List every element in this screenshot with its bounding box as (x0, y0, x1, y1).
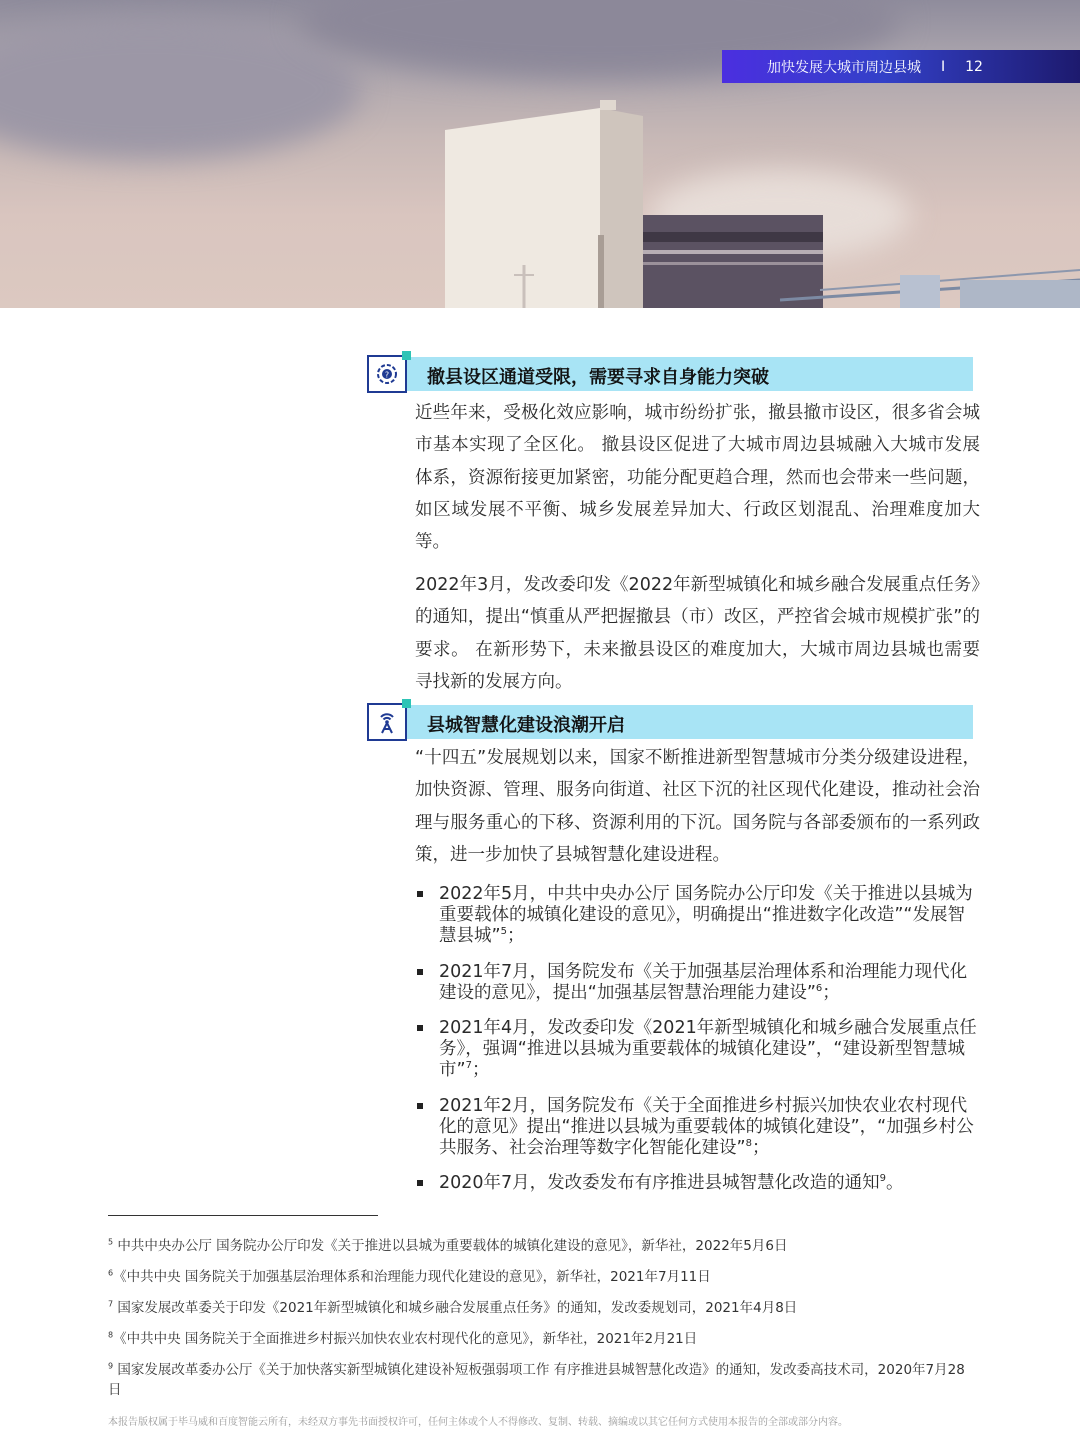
header-separator: I (941, 58, 946, 75)
footnote: $^7$ 国家发展改革委关于印发《2021年新型城镇化和城乡融合发展重点任务》的通知，发改委规划司，2021年4月8日 (108, 1299, 798, 1316)
list-item: 2022年5月，中共中央办公厅 国务院办公厅印发《关于推进以县城为重要载体的城镇化建设的意见》，明确提出“推进数字化改造”“发展智慧县城”$^5$； (415, 884, 980, 947)
copyright-disclaimer: 本报告版权属于毕马威和百度智能云所有，未经双方事先书面授权许可，任何主体或个人不得修改、复制、转载、摘编或以其它任何方式使用本报告的全部或部分内容。 (108, 1417, 848, 1428)
body-paragraph: 2022年3月，发改委印发《2022年新型城镇化和城乡融合发展重点任务》的通知，提出“慎重从严把握撤县（市）改区，严控省会城市规模扩张”的要求。 在新形势下，未来撤县设区的难度加大，大城市周边县城也需要寻找新的发展方向。 (415, 575, 980, 692)
list-item: 2021年2月，国务院发布《关于全面推进乡村振兴加快农业农村现代化的意见》提出“推进以县城为重要载体的城镇化建设”，“加强乡村公共服务、社会治理等数字化智能化建设”$^8$； (415, 1096, 980, 1159)
list-item: 2020年7月，发改委发布有序推进县城智慧化改造的通知$^9$。 (415, 1173, 980, 1194)
list-item: 2021年7月，国务院发布《关于加强基层治理体系和治理能力现代化建设的意见》，提出“加强基层智慧治理能力建设”$^6$； (415, 962, 980, 1004)
signal-tower-icon (367, 703, 407, 741)
section-title: 撤县设区通道受限，需要寻求自身能力突破 (427, 367, 769, 388)
footnote: $^5$ 中共中央办公厅 国务院办公厅印发《关于推进以县城为重要载体的城镇化建设的意见》，新华社，2022年5月6日 (108, 1237, 788, 1254)
footnote-divider (108, 1215, 378, 1216)
section-heading (367, 355, 973, 393)
body-paragraph: “十四五”发展规划以来，国家不断推进新型智慧城市分类分级建设进程，加快资源、管理、服务向街道、社区下沉的社区现代化建设，推动社会治理与服务重心的下移、资源利用的下沉。国务院与各部委颁布的一系列政策，进一步加快了县城智慧化建设进程。 (415, 748, 980, 865)
page-number: 12 (965, 58, 983, 75)
list-item: 2021年4月，发改委印发《2021年新型城镇化和城乡融合发展重点任务》，强调“推进以县城为重要载体的城镇化建设”，“建设新型智慧城市”$^7$； (415, 1018, 980, 1081)
body-paragraph: 近些年来，受极化效应影响，城市纷纷扩张，撤县撤市设区，很多省会城市基本实现了全区化。 撤县设区促进了大城市周边县城融入大城市发展体系，资源衔接更加紧密，功能分配更趋合理，然而也会带来一些问题，如区域发展不平衡、城乡发展差异加大、行政区划混乱、治理难度加大等。 (415, 403, 980, 553)
running-header-title: 加快发展大城市周边县城 (767, 59, 921, 76)
footnote: $^6$《中共中央 国务院关于加强基层治理体系和治理能力现代化建设的意见》，新华社，2021年7月11日 (108, 1268, 711, 1285)
factory-illustration (0, 0, 1080, 308)
section-title: 县城智慧化建设浪潮开启 (427, 715, 625, 736)
section-heading (367, 703, 973, 741)
footnote: $^8$《中共中央 国务院关于全面推进乡村振兴加快农业农村现代化的意见》，新华社，2021年2月21日 (108, 1330, 698, 1347)
question-gear-icon (367, 355, 407, 393)
hero-photo (0, 0, 1080, 308)
footnotes (108, 1236, 978, 1411)
running-header (722, 50, 1080, 83)
footnote: $^9$ 国家发展改革委办公厅《关于加快落实新型城镇化建设补短板强弱项工作 有序推进县城智慧化改造》的通知，发改委高技术司，2020年7月28日 (108, 1361, 965, 1398)
svg-text:?: ? (384, 370, 390, 380)
